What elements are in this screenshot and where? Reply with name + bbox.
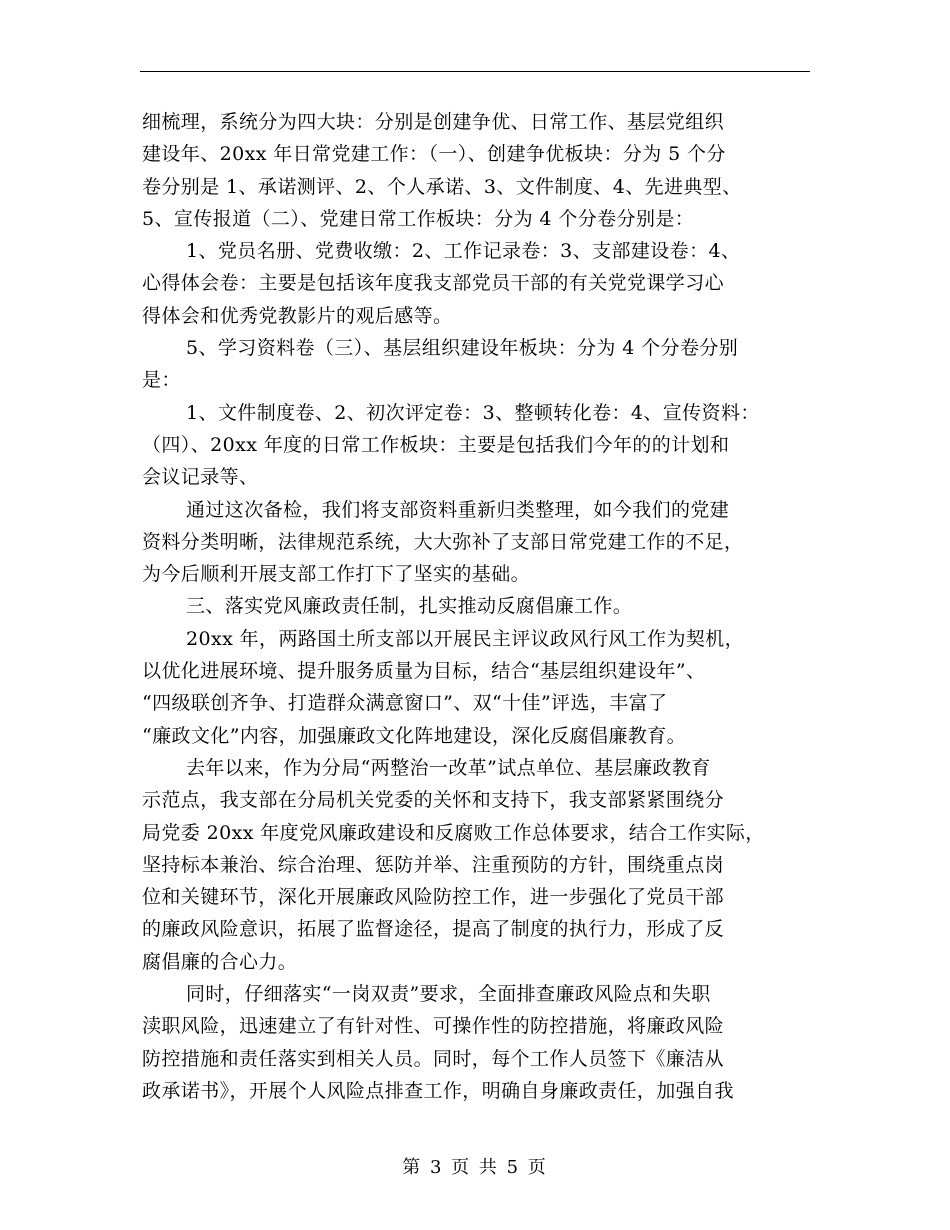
text-line: 是： bbox=[142, 369, 181, 392]
paragraph-first-line: 20xx 年，两路国土所支部以开展民主评议政风行风工作为契机， bbox=[186, 627, 745, 650]
text-line: 细梳理，系统分为四大块：分别是创建争优、日常工作、基层党组织 bbox=[142, 111, 725, 133]
paragraph-first-line: 去年以来，作为分局“两整治一改革”试点单位、基层廉政教育 bbox=[186, 756, 711, 779]
text-line: 腐倡廉的合心力。 bbox=[142, 950, 298, 973]
text-line: （四）、20xx 年度的日常工作板块：主要是包括我们今年的的计划和 bbox=[142, 433, 730, 456]
text-line: 5、宣传报道（二）、党建日常工作板块：分为 4 个分卷分别是： bbox=[142, 207, 695, 230]
text-line: 位和关键环节，深化开展廉政风险防控工作，进一步强化了党员干部 bbox=[142, 886, 725, 909]
text-line: 坚持标本兼治、综合治理、惩防并举、注重预防的方针，围绕重点岗 bbox=[142, 853, 725, 876]
text-line: 为今后顺利开展支部工作打下了坚实的基础。 bbox=[142, 563, 531, 586]
text-line: 建设年、20xx 年日常党建工作：（一）、创建争优板块：分为 5 个分 bbox=[142, 143, 726, 166]
text-line: 会议记录等、 bbox=[142, 466, 259, 489]
text-line: 示范点，我支部在分局机关党委的关怀和支持下，我支部紧紧围绕分 bbox=[142, 789, 725, 812]
text-line: 的廉政风险意识，拓展了监督途径，提高了制度的执行力，形成了反 bbox=[142, 918, 725, 941]
text-line: 以优化进展环境、提升服务质量为目标，结合“基层组织建设年”、 bbox=[142, 660, 706, 683]
text-line: 局党委 20xx 年度党风廉政建设和反腐败工作总体要求，结合工作实际， bbox=[142, 821, 765, 844]
text-line: 得体会和优秀党教影片的观后感等。 bbox=[142, 304, 453, 327]
paragraph-first-line: 1、文件制度卷、2、初次评定卷：3、整顿转化卷：4、宣传资料： bbox=[186, 401, 760, 424]
text-line: 卷分别是 1、承诺测评、2、个人承诺、3、文件制度、4、先进典型、 bbox=[142, 175, 742, 198]
page-number: 第 3 页 共 5 页 bbox=[402, 1157, 548, 1178]
text-line: 渎职风险，迅速建立了有针对性、可操作性的防控措施，将廉政风险 bbox=[142, 1015, 725, 1038]
paragraph-first-line: 通过这次备检，我们将支部资料重新归类整理，如今我们的党建 bbox=[186, 498, 730, 521]
text-line: 心得体会卷：主要是包括该年度我支部党员干部的有关党党课学习心 bbox=[142, 272, 725, 295]
text-line: 资料分类明晰，法律规范系统，大大弥补了支部日常党建工作的不足， bbox=[142, 530, 744, 553]
paragraph-first-line: 同时，仔细落实“一岗双责”要求，全面排查廉政风险点和失职 bbox=[186, 983, 711, 1006]
text-line: “廉政文化”内容，加强廉政文化阵地建设，深化反腐倡廉教育。 bbox=[142, 724, 687, 747]
paragraph-first-line: 5、学习资料卷（三）、基层组织建设年板块：分为 4 个分卷分别 bbox=[186, 337, 739, 360]
section-heading: 三、落实党风廉政责任制，扎实推动反腐倡廉工作。 bbox=[186, 595, 633, 618]
document-body bbox=[142, 106, 814, 1107]
text-line: “四级联创齐争、打造群众满意窗口”、双“十佳”评选，丰富了 bbox=[142, 692, 668, 715]
header-rule bbox=[140, 71, 810, 72]
text-line: 政承诺书》，开展个人风险点排查工作，明确自身廉政责任，加强自我 bbox=[142, 1079, 734, 1102]
text-line: 防控措施和责任落实到相关人员。同时，每个工作人员签下《廉洁从 bbox=[142, 1047, 725, 1070]
paragraph-first-line: 1、党员名册、党费收缴：2、工作记录卷：3、支部建设卷：4、 bbox=[186, 240, 741, 263]
